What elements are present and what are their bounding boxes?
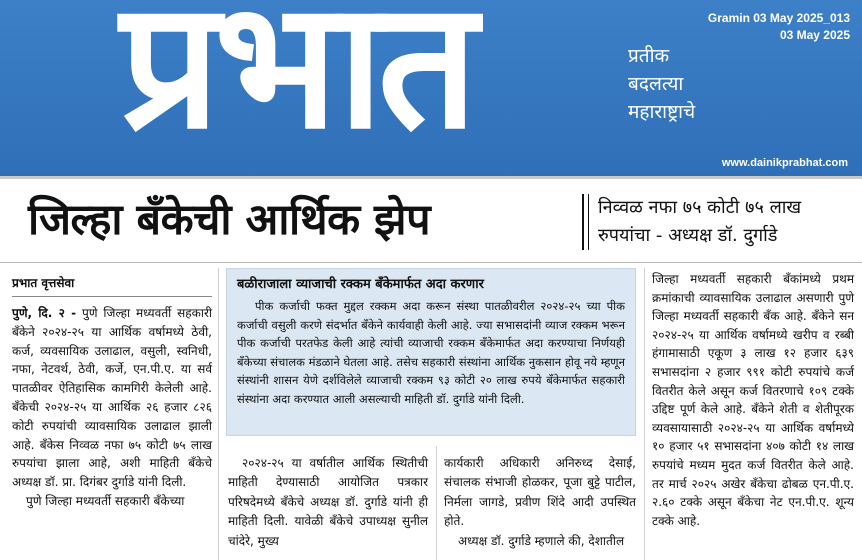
article-column-2: २०२४-२५ या वर्षातील आर्थिक स्थितीची माहिती देण्यासाठी आयोजित पत्रकार परिषदेमध्ये बँकेचे अध्यक्ष डॉ. दुर्गाडे यांनी ही माहिती दिली. यावेळी बँकेचे उपाध्यक्ष सुनील चांदेरे, मुख्य [228, 456, 428, 548]
box-title: बळीराजाला व्याजाची रक्कम बँकेमार्फत अदा करणार [237, 277, 484, 292]
tagline [628, 42, 695, 126]
website-url: www.dainikprabhat.com [721, 157, 848, 169]
byline-rule [12, 296, 212, 297]
article-column-4: जिल्हा मध्यवर्ती सहकारी बँकांमध्ये प्रथम क्रमांकाची व्यावसायिक उलाढाल असणारी पुणे जिल्हा मध्यवर्ती सहकारी बँक आहे. बँकेने सन २०२४-२५ या आर्थिक वर्षामध्ये खरीप व रब्बी हंगामासाठी एकूण ३ लाख १२ हजार ६३९ सभासदांना २ हजार ९९१ कोटी रुपयांचे कर्ज वितरीत केले असून कर्ज वितरणाचे १०९ टक्के उद्दिष्ट पूर्ण केले आहे. बँकेने शेती व शेतीपूरक व्यवसायासाठी २०२४-२५ या आर्थिक वर्षामध्ये १० हजार ५१ सभासदांना ४०७ कोटी १४ लाख रुपयांचे मध्यम मुदत कर्ज वितरीत केले आहे. तर मार्च २०२५ अखेर बँकेचा ढोबळ एन.पी.ए. २.६० टक्के असून बँकेचा नेट एन.पी.ए. शून्य टक्के आहे. [652, 272, 854, 528]
paragraph-text: पुणे जिल्हा मध्यवर्ती सहकारी बँकेने २०२४-२५ या आर्थिक वर्षामध्ये ठेवी, कर्ज, व्यवसायिक उलाढाल, वसुली, स्वनिधी, नफा, नेटवर्थ, ठेवी, कर्जे, एन.पी.ए. या सर्व पातळीवर ऐतिहासिक कामगिरी केलेली आहे. बँकेची २०२४-२५ या आर्थिक २६ हजार ८२६ कोटी रुपयांची व्यावसायिक उलाढाल झाली आहे. बँकेस निव्वळ नफा ७५ कोटी ७५ लाख रुपयांचा झाला आहे, अशी माहिती बँकेचे अध्यक्ष डॉ. प्रा. दिगंबर दुर्गाडे यांनी दिली. [12, 306, 212, 490]
newspaper-logo: प्रभात [120, 0, 472, 168]
masthead-divider [0, 176, 862, 179]
article-column-3 [444, 454, 636, 551]
paragraph: पुणे जिल्हा मध्यवर्ती सहकारी बँकेच्या [26, 493, 185, 508]
edition-info [708, 10, 850, 44]
column-divider [644, 268, 645, 560]
paragraph: अध्यक्ष डॉ. दुर्गाडे म्हणाले की, देशातील [458, 533, 625, 548]
column-divider [218, 268, 219, 560]
headline-divider-thin [588, 194, 589, 250]
column-divider [436, 446, 437, 560]
edition-label: Gramin 03 May 2025_013 [707, 11, 850, 25]
headline-rule [0, 262, 862, 263]
paragraph: कार्यकारी अधिकारी अनिरुध्द देसाई, संचालक संभाजी होळकर, पूजा बुट्टे पाटील, निर्मला जागडे, प्रवीण शिंदे आदी उपस्थित होते. [444, 456, 636, 529]
article-column-1 [12, 304, 212, 511]
headline-divider [582, 194, 584, 250]
article-subheadline: निव्वळ नफा ७५ कोटी ७५ लाख रुपयांचा - अध्यक्ष डॉ. दुर्गाडे [598, 197, 802, 246]
masthead [0, 0, 862, 176]
box-body: पीक कर्जाची फक्त मुद्दल रक्कम अदा करून संस्था पातळीवरील २०२४-२५ च्या पीक कर्जाची वसुली करणे संदर्भात बँकेने कार्यवाही केली आहे. ज्या सभासदांनी व्याज रक्कम भरून पीक कर्जाची परतफेड केली आहे त्यांची व्याजाची रक्कम बँकेमार्फत अदा करण्याचा निर्णयही बँकेच्या संचालक मंडळाने घेतला आहे. तसेच सहकारी संस्थांना आर्थिक नुकसान होवू नये म्हणून संस्थांनी शासन येणे दर्शविलेले व्याजाची रक्कम ९३ कोटी २० लाख रुपये बँकेमार्फत सहकारी संस्थांना अदा करण्यात आली असल्याची माहिती डॉ. दुर्गाडे यांनी दिली. [237, 299, 625, 406]
highlight-box [226, 268, 636, 436]
dateline: पुणे, दि. २ - [12, 306, 77, 320]
tagline-line: प्रतीक [628, 45, 670, 67]
article-headline: जिल्हा बँकेची आर्थिक झेप [28, 195, 430, 245]
edition-date: 03 May 2025 [779, 28, 850, 42]
byline: प्रभात वृत्तसेवा [12, 276, 75, 290]
paragraph [12, 304, 212, 492]
tagline-line: बदलत्या [628, 73, 684, 95]
tagline-line: महाराष्ट्राचे [628, 101, 696, 123]
